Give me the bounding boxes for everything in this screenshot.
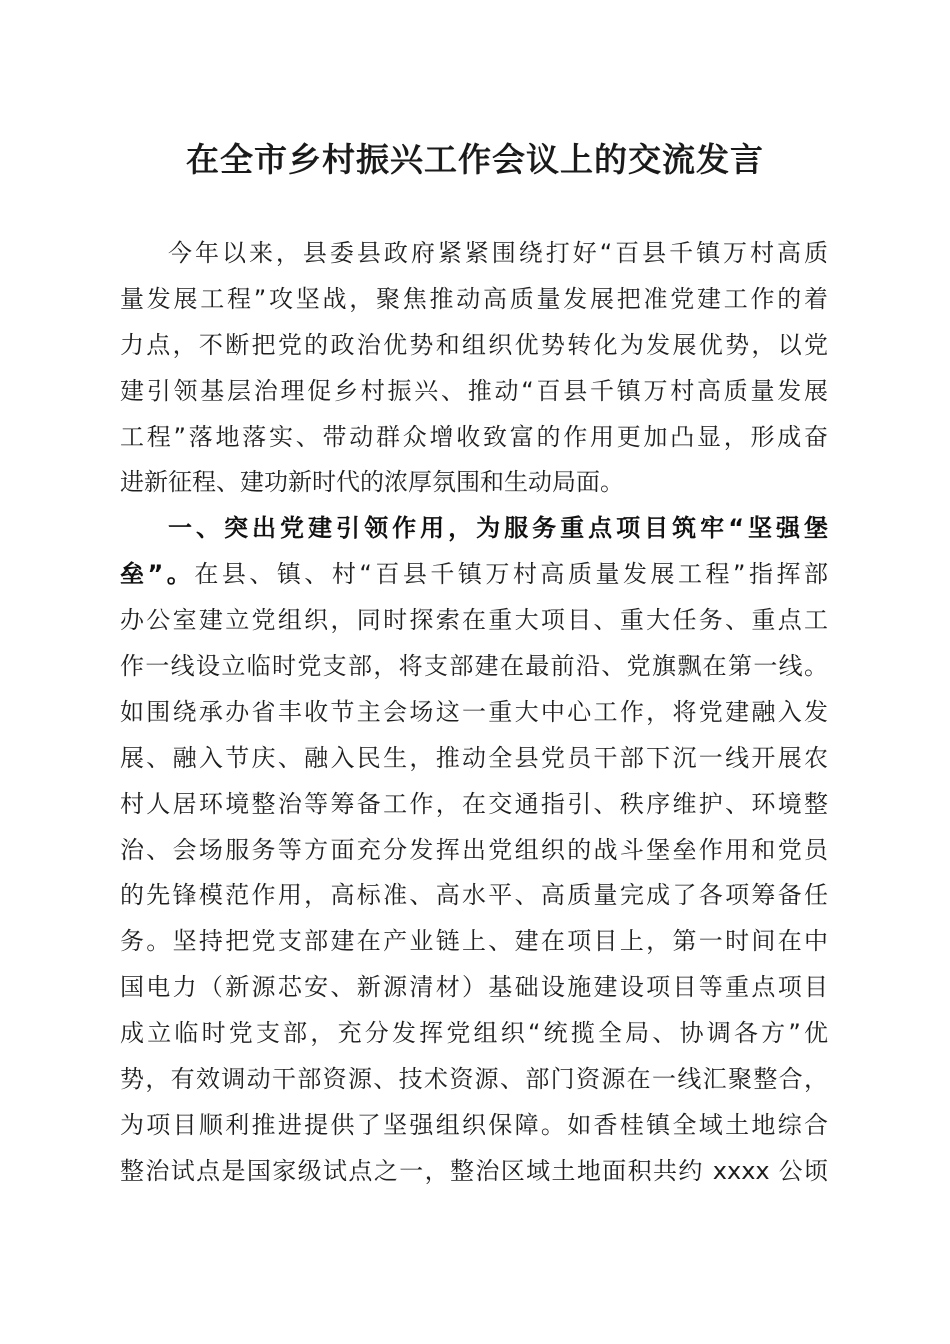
section-1-line: 办公室建立党组织，同时探索在重大项目、重大任务、重点工 [120,606,828,635]
section-1-line: 作一线设立临时党支部，将支部建在最前沿、党旗飘在第一线。 [120,652,828,681]
section-1-line: 整治试点是国家级试点之一，整治区域土地面积共约 xxxx 公顷 [120,1156,828,1185]
section-1-heading-end: 垒”。 [120,560,195,589]
section-1-line: 展、融入节庆、融入民生，推动全县党员干部下沉一线开展农 [120,743,828,772]
paragraph-1-line: 工程”落地落实、带动群众增收致富的作用更加凸显，形成奋 [120,422,828,451]
section-1-line: 务。坚持把党支部建在产业链上、建在项目上，第一时间在中 [120,927,828,956]
section-1-line: 治、会场服务等方面充分发挥出党组织的战斗堡垒作用和党员 [120,835,828,864]
section-1-line [120,552,828,598]
document-body [120,231,828,1195]
section-1-line: 如围绕承办省丰收节主会场这一重大中心工作，将党建融入发 [120,697,828,726]
section-1-line: 势，有效调动干部资源、技术资源、部门资源在一线汇聚整合， [120,1065,828,1094]
paragraph-1-line: 量发展工程”攻坚战，聚焦推动高质量发展把准党建工作的着 [120,284,828,313]
section-1-line: 为项目顺利推进提供了坚强组织保障。如香桂镇全域土地综合 [120,1110,828,1139]
section-1-line: 国电力（新源芯安、新源清材）基础设施建设项目等重点项目 [120,973,828,1002]
section-1-line: 村人居环境整治等筹备工作，在交通指引、秩序维护、环境整 [120,789,828,818]
paragraph-1-line: 力点，不断把党的政治优势和组织优势转化为发展优势，以党 [120,330,828,359]
section-1-line-text: 在县、镇、村“百县千镇万村高质量发展工程”指挥部 [194,560,828,589]
section-1-line: 成立临时党支部，充分发挥党组织“统揽全局、协调各方”优 [120,1019,828,1048]
document-title: 在全市乡村振兴工作会议上的交流发言 [186,140,764,179]
section-1-line: 的先锋模范作用，高标准、高水平、高质量完成了各项筹备任 [120,881,828,910]
paragraph-1-line: 进新征程、建功新时代的浓厚氛围和生动局面。 [120,468,624,497]
paragraph-1-line: 今年以来，县委县政府紧紧围绕打好“百县千镇万村高质 [168,239,828,267]
section-1-heading: 一、突出党建引领作用，为服务重点项目筑牢“坚强堡 [168,514,828,543]
paragraph-1-line: 建引领基层治理促乡村振兴、推动“百县千镇万村高质量发展 [120,376,828,405]
